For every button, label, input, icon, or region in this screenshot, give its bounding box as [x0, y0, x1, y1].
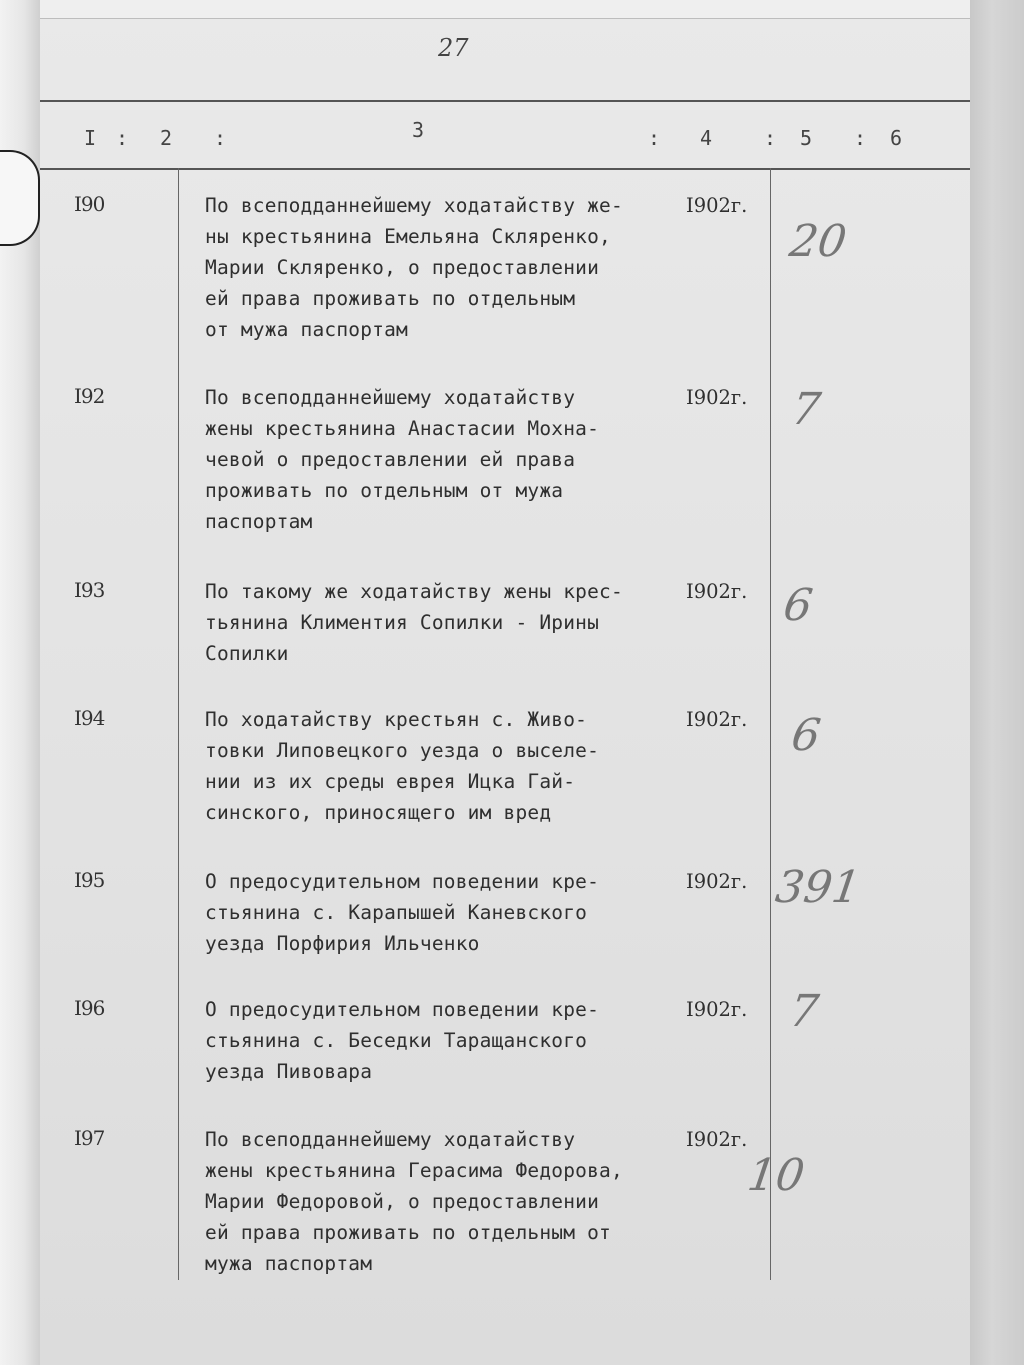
row-sheet-count: 391: [772, 862, 864, 913]
row-sheet-count: 7: [788, 384, 824, 435]
row-date: I902г.: [686, 194, 748, 217]
row-description: По ходатайству крестьян с. Живо- товки Липовецкого уезда о выселе- нии из их среды еврея Ицка Гай- синского, приносящего им вред: [205, 708, 600, 824]
row-description: По такому же ходатайству жены крес- тьянина Климентия Сопилки - Ирины Сопилки: [205, 580, 623, 665]
column-separator: :: [214, 126, 228, 150]
page-number: 27: [438, 34, 469, 62]
header-top-rule: [40, 100, 970, 102]
row-date: I902г.: [686, 1128, 748, 1151]
row-date: I902г.: [686, 708, 748, 731]
row-date: I902г.: [686, 580, 748, 603]
row-sheet-count: 20: [786, 216, 850, 267]
row-sheet-count: 7: [786, 986, 822, 1037]
row-number: I95: [74, 868, 105, 892]
column-number: 6: [890, 126, 904, 150]
column-separator: :: [116, 126, 130, 150]
column-number: 2: [160, 126, 174, 150]
row-number: I97: [74, 1126, 105, 1150]
page-top-edge: [40, 0, 970, 19]
column-divider: [770, 168, 771, 1280]
column-separator: :: [764, 126, 778, 150]
column-number: 5: [800, 126, 814, 150]
row-sheet-count: 6: [788, 710, 824, 761]
row-sheet-count: 6: [780, 580, 816, 631]
column-separator: :: [648, 126, 662, 150]
column-separator: :: [854, 126, 868, 150]
row-description: По всеподданнейшему ходатайству жены крестьянина Герасима Федорова, Марии Федоровой, о предоставлении ей права проживать по отдельным от мужа паспортам: [205, 1128, 623, 1275]
row-description: По всеподданнейшему ходатайству же- ны крестьянина Емельяна Скляренко, Марии Скляренко, о предоставлении ей права проживать по отдельным от мужа паспортам: [205, 194, 623, 341]
row-number: I96: [74, 996, 105, 1020]
row-number: I94: [74, 706, 105, 730]
row-description: О предосудительном поведении кре- стьянина с. Карапышей Каневского уезда Порфирия Ильченко: [205, 870, 600, 955]
column-number: I: [84, 126, 98, 150]
row-description: По всеподданнейшему ходатайству жены крестьянина Анастасии Мохна- чевой о предоставлении ей права проживать по отдельным от мужа паспортам: [205, 386, 600, 533]
row-date: I902г.: [686, 870, 748, 893]
header-bottom-rule: [40, 168, 970, 170]
row-date: I902г.: [686, 998, 748, 1021]
column-number: 3: [412, 118, 426, 142]
row-date: I902г.: [686, 386, 748, 409]
adjacent-page-stamp: [0, 150, 40, 246]
row-number: I93: [74, 578, 105, 602]
column-divider: [178, 168, 179, 1280]
column-number: 4: [700, 126, 714, 150]
page-stack-edge: [970, 0, 1024, 1365]
row-description: О предосудительном поведении кре- стьянина с. Беседки Таращанского уезда Пивовара: [205, 998, 600, 1083]
row-sheet-count: 10: [744, 1150, 808, 1201]
row-number: I92: [74, 384, 105, 408]
row-number: I90: [74, 192, 105, 216]
